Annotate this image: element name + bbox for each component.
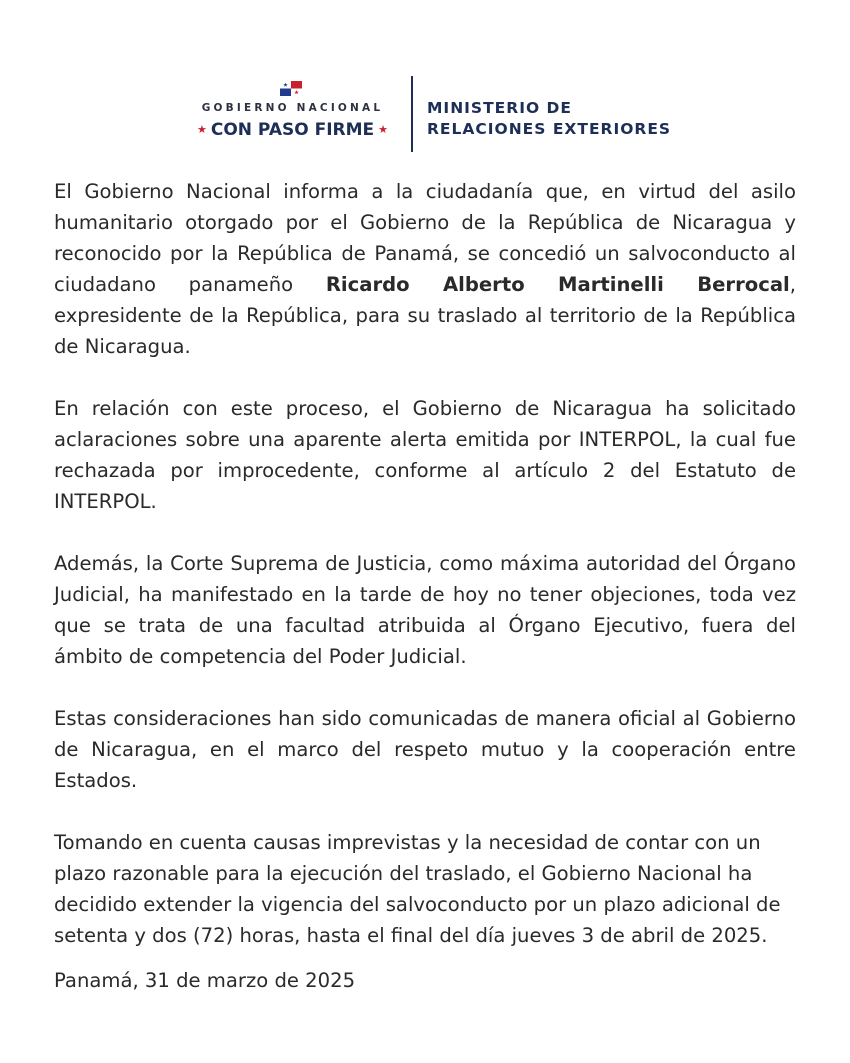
person-name: Ricardo Alberto Martinelli Berrocal: [325, 273, 790, 296]
slogan: [180, 120, 405, 140]
paragraph-1-start: El Gobierno Nacional informa a la ciudadanía que, en virtud del asilo humanitario otorgado por el Gobierno de la República de Nicaragua y reconocido por la República de Panamá, se concedió un salvoconducto al ciudadano panameño: [54, 180, 796, 296]
paragraph-5: Tomando en cuenta causas imprevistas y la necesidad de contar con un plazo razonable para la ejecución del traslado, el Gobierno Nacional ha decidido extender la vigencia del salvoconducto por un plazo adicional de setenta y dos (72) horas, hasta el final del día jueves 3 de abril de 2025.: [54, 831, 781, 947]
ministry-name: [427, 98, 671, 140]
slogan-text: CON PASO FIRME: [210, 120, 375, 140]
paragraph-1: [54, 176, 796, 362]
star-icon: ★: [196, 123, 207, 136]
gobierno-nacional-label: GOBIERNO NACIONAL: [201, 102, 384, 114]
paragraph-1-end: , expresidente de la República, para su traslado al territorio de la República de Nicaragua.: [54, 273, 796, 358]
government-logo: [180, 76, 405, 146]
ministry-line-1: MINISTERIO DE: [427, 99, 572, 117]
header-divider: [411, 76, 413, 152]
paragraph-2: En relación con este proceso, el Gobierno de Nicaragua ha solicitado aclaraciones sobre una aparente alerta emitida por INTERPOL, la cual fue rechazada por improcedente, conforme al artículo 2 del Estatuto de INTERPOL.: [54, 397, 796, 513]
statement-body: [54, 176, 796, 1027]
paragraph-4: Estas consideraciones han sido comunicadas de manera oficial al Gobierno de Nicaragua, en el marco del respeto mutuo y la cooperación entre Estados.: [54, 707, 796, 792]
ministry-line-2: RELACIONES EXTERIORES: [427, 120, 672, 138]
paragraph-3: Además, la Corte Suprema de Justicia, como máxima autoridad del Órgano Judicial, ha manifestado en la tarde de hoy no tener objeciones, toda vez que se trata de una facultad atribuida al Órgano Ejecutivo, fuera del ámbito de competencia del Poder Judicial.: [54, 552, 796, 668]
panama-flag-icon: [280, 81, 302, 96]
letterhead: [0, 72, 850, 162]
star-icon: ★: [378, 123, 389, 136]
dateline: Panamá, 31 de marzo de 2025: [54, 969, 356, 992]
